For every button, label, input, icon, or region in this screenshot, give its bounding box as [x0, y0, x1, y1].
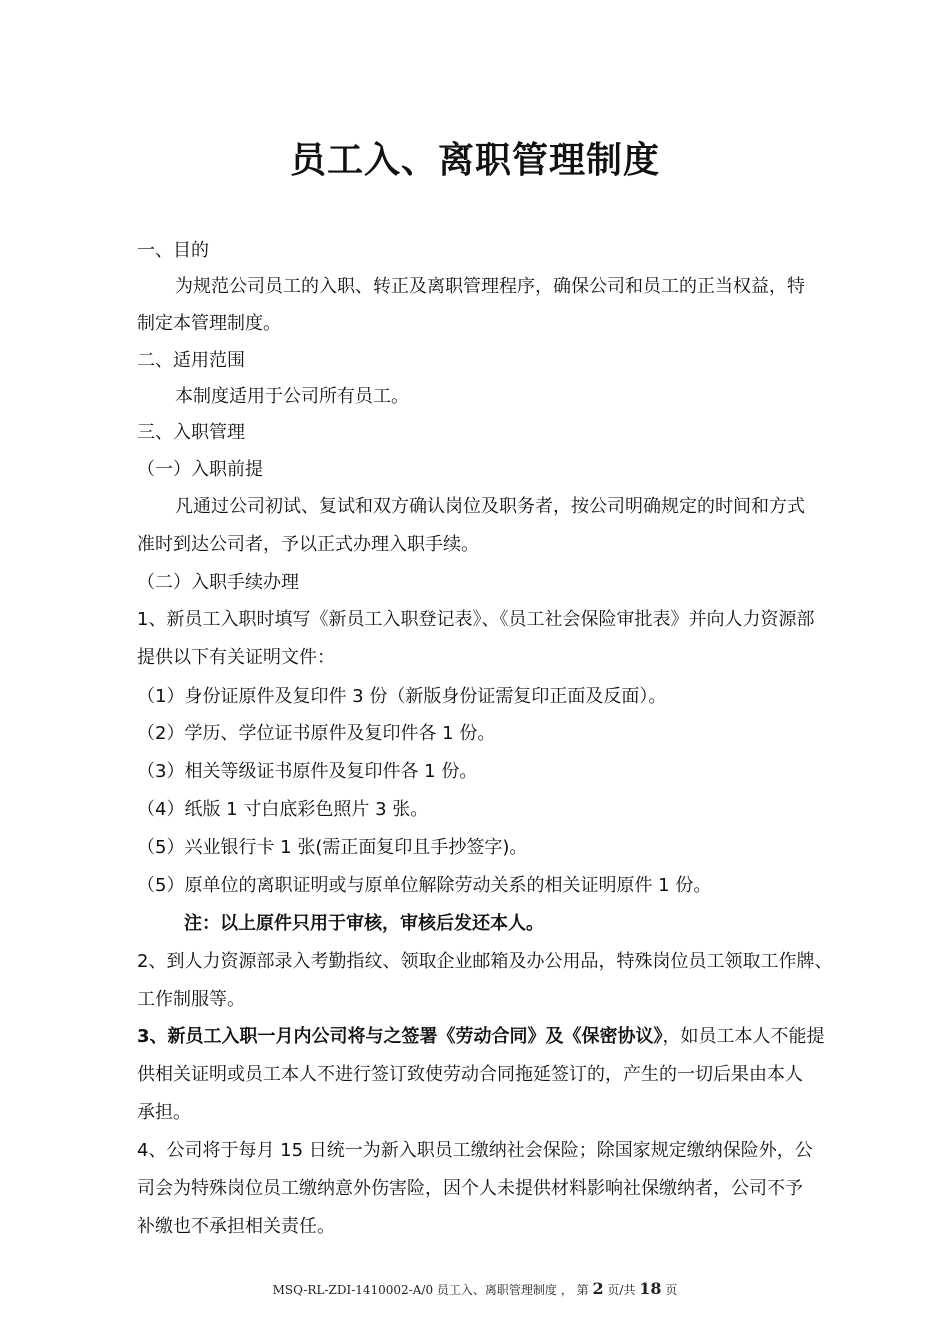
section-heading: 二、适用范围 [137, 350, 245, 371]
note-line: 注：以上原件只用于审核，审核后发还本人。 [184, 913, 544, 934]
list-item: 1、新员工入职时填写《新员工入职登记表》、《员工社会保险审批表》并向人力资源部 [137, 609, 815, 630]
footer-doc-code: MSQ-RL-ZDI-1410002-A/0 [272, 1283, 434, 1297]
paragraph-line: 凡通过公司初试、复试和双方确认岗位及职务者，按公司明确规定的时间和方式 [175, 496, 805, 517]
section-heading: 一、目的 [137, 240, 209, 261]
list-item: （1）身份证原件及复印件 3 份（新版身份证需复印正面及反面）。 [137, 686, 667, 707]
paragraph-line: 承担。 [137, 1102, 191, 1123]
paragraph-line: 准时到达公司者，予以正式办理入职手续。 [137, 534, 479, 555]
list-item: （2）学历、学位证书原件及复印件各 1 份。 [137, 723, 496, 744]
list-item [137, 1024, 825, 1050]
page-footer [0, 1278, 950, 1301]
footer-page-mid: 页/共 [607, 1283, 636, 1297]
paragraph-line: 制定本管理制度。 [137, 313, 281, 334]
clause-rest: ，如员工本人不能提 [662, 1026, 825, 1047]
paragraph-line: 本制度适用于公司所有员工。 [175, 386, 409, 407]
paragraph-line: 提供以下有关证明文件： [137, 647, 335, 668]
footer-page-current: 2 [592, 1279, 604, 1298]
footer-page-prefix: 第 [576, 1283, 589, 1297]
list-item: （3）相关等级证书原件及复印件各 1 份。 [137, 761, 478, 782]
footer-doc-name: 员工入、离职管理制度 [436, 1283, 557, 1297]
paragraph-line: 供相关证明或员工本人不进行签订致使劳动合同拖延签订的，产生的一切后果由本人 [137, 1064, 803, 1085]
footer-page-suffix: 页 [665, 1283, 678, 1297]
list-item: 2、到人力资源部录入考勤指纹、领取企业邮箱及办公用品，特殊岗位员工领取工作牌、 [137, 951, 833, 972]
list-item: （5）兴业银行卡 1 张(需正面复印且手抄签字)。 [137, 837, 528, 858]
subsection-heading: （一）入职前提 [137, 459, 263, 480]
list-item: （4）纸版 1 寸白底彩色照片 3 张。 [137, 799, 429, 820]
paragraph-line: 工作制服等。 [137, 989, 245, 1010]
list-item: （5）原单位的离职证明或与原单位解除劳动关系的相关证明原件 1 份。 [137, 875, 712, 896]
subsection-heading: （二）入职手续办理 [137, 572, 299, 593]
bold-clause: 3、新员工入职一月内公司将与之签署《劳动合同》及《保密协议》 [137, 1026, 663, 1047]
document-title: 员工入、离职管理制度 [289, 140, 660, 181]
paragraph-line: 补缴也不承担相关责任。 [137, 1216, 335, 1237]
section-heading: 三、入职管理 [137, 422, 245, 443]
list-item: 4、公司将于每月 15 日统一为新入职员工缴纳社会保险；除国家规定缴纳保险外，公 [137, 1140, 813, 1161]
footer-separator: ， [560, 1283, 573, 1297]
paragraph-line: 为规范公司员工的入职、转正及离职管理程序，确保公司和员工的正当权益，特 [175, 276, 805, 297]
footer-page-total: 18 [639, 1279, 662, 1298]
paragraph-line: 司会为特殊岗位员工缴纳意外伤害险，因个人未提供材料影响社保缴纳者，公司不予 [137, 1178, 803, 1199]
